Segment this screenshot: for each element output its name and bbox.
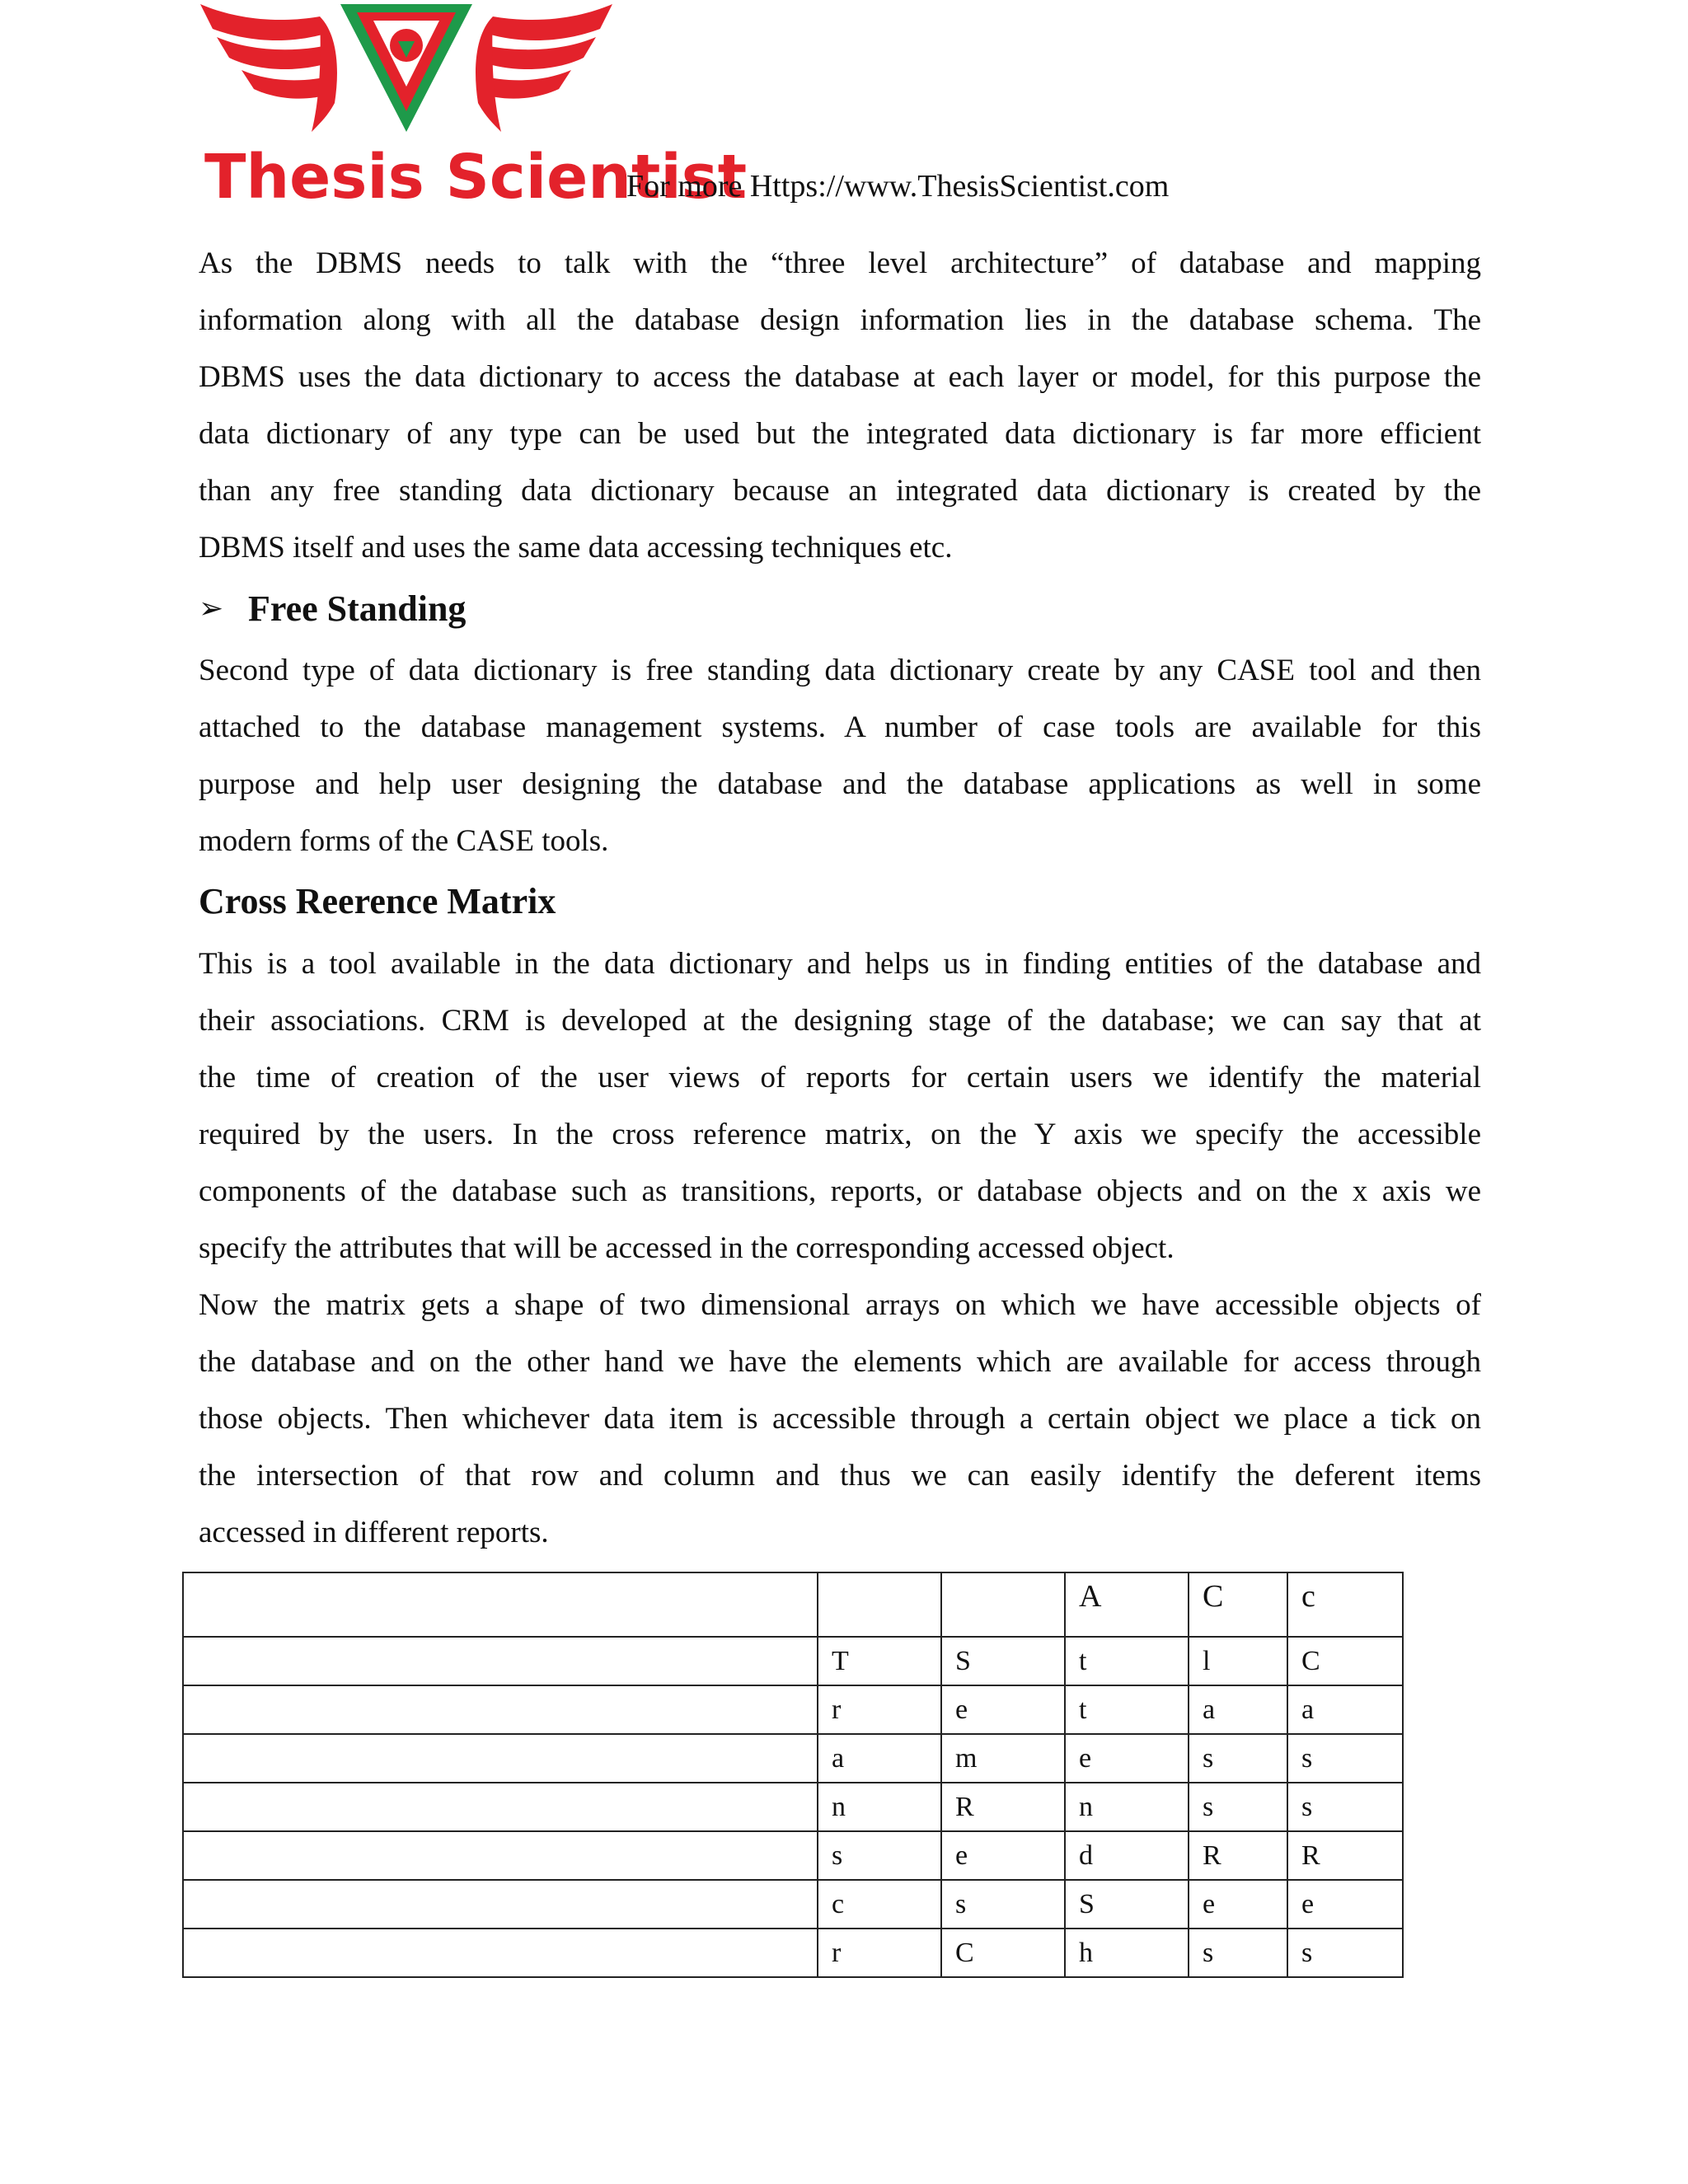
paragraph-line: Now the matrix gets a shape of two dimensional arrays on which we have accessible objects of [199,1288,1481,1322]
crm-heading: Cross Reerence Matrix [199,881,556,921]
table-row [183,1783,1403,1831]
crm-paragraph-2 [199,1277,1481,1561]
table-cell: d [1065,1831,1189,1880]
paragraph-line: required by the users. In the cross reference matrix, on the Y axis we specify the accessible [199,1118,1481,1151]
table-cell: C [1287,1637,1403,1685]
table-cell: T [818,1637,941,1685]
table-cell [941,1572,1065,1637]
table-cell: e [1287,1880,1403,1929]
table-cell: e [941,1831,1065,1880]
table-row [183,1831,1403,1880]
paragraph-line: data dictionary of any type can be used but the integrated data dictionary is far more efficient [199,417,1481,451]
table-cell: l [1189,1637,1287,1685]
table-cell: r [818,1685,941,1734]
table-cell: e [1189,1880,1287,1929]
table-cell: s [941,1880,1065,1929]
paragraph-line: purpose and help user designing the database and the database applications as well in some [199,767,1481,801]
paragraph-line: the database and on the other hand we have the elements which are available for access through [199,1345,1481,1379]
table-row [183,1637,1403,1685]
brand-name-text: Thesis Scientist [204,142,748,213]
table-cell [183,1880,818,1929]
paragraph-line: than any free standing data dictionary because an integrated data dictionary is created by the [199,474,1481,508]
crm-paragraph-1 [199,935,1481,1277]
heading-text: Free Standing [248,588,467,629]
table-row [183,1734,1403,1783]
table-cell: t [1065,1685,1189,1734]
paragraph-line: those objects. Then whichever data item is accessible through a certain object we place a tick on [199,1402,1481,1436]
table-cell [183,1572,818,1637]
table-cell: R [1189,1831,1287,1880]
table-cell: s [1189,1734,1287,1783]
table-row [183,1929,1403,1977]
table-cell: a [1287,1685,1403,1734]
table-cell: e [1065,1734,1189,1783]
table-cell: s [1287,1783,1403,1831]
table-cell: S [1065,1880,1189,1929]
table-cell: S [941,1637,1065,1685]
paragraph-line: components of the database such as transitions, reports, or database objects and on the x axis we [199,1174,1481,1208]
free-standing-paragraph [199,642,1481,869]
table-cell [183,1783,818,1831]
table-cell: h [1065,1929,1189,1977]
table-cell: r [818,1929,941,1977]
table-cell: s [818,1831,941,1880]
free-standing-heading [199,585,466,632]
table-cell: e [941,1685,1065,1734]
paragraph-line: As the DBMS needs to talk with the “three level architecture” of database and mapping [199,246,1481,280]
table-cell [183,1831,818,1880]
cross-reference-matrix-table [182,1572,1404,1978]
paragraph-line: Second type of data dictionary is free standing data dictionary create by any CASE tool and then [199,654,1481,687]
table-cell: s [1287,1929,1403,1977]
paragraph-line: the intersection of that row and column and thus we can easily identify the deferent items [199,1459,1481,1493]
paragraph-line: modern forms of the CASE tools. [199,824,609,858]
table-row [183,1685,1403,1734]
arrow-bullet-icon: ➢ [199,592,224,625]
paragraph-line: their associations. CRM is developed at the designing stage of the database; we can say that at [199,1004,1481,1038]
thesis-scientist-logo [196,0,748,216]
paragraph-line: attached to the database management systems. A number of case tools are available for this [199,710,1481,744]
table-cell: m [941,1734,1065,1783]
table-cell [183,1929,818,1977]
table-cell: c [1287,1572,1403,1637]
table-row [183,1880,1403,1929]
table-cell [183,1734,818,1783]
table-cell: C [1189,1572,1287,1637]
table-cell: A [1065,1572,1189,1637]
table-cell [183,1637,818,1685]
intro-paragraph [199,235,1481,576]
table-cell: R [1287,1831,1403,1880]
table-cell [818,1572,941,1637]
paragraph-line: This is a tool available in the data dictionary and helps us in finding entities of the database and [199,947,1481,981]
paragraph-line: DBMS uses the data dictionary to access the database at each layer or model, for this purpose the [199,360,1481,394]
paragraph-line: the time of creation of the user views of reports for certain users we identify the material [199,1061,1481,1094]
paragraph-line: DBMS itself and uses the same data accessing techniques etc. [199,531,953,565]
table-cell: s [1189,1783,1287,1831]
table-cell: t [1065,1637,1189,1685]
table-cell: a [1189,1685,1287,1734]
table-cell: n [818,1783,941,1831]
table-cell [183,1685,818,1734]
table-cell: n [1065,1783,1189,1831]
table-cell: c [818,1880,941,1929]
paragraph-line: accessed in different reports. [199,1516,549,1549]
table-cell: s [1189,1929,1287,1977]
table-cell: s [1287,1734,1403,1783]
table-cell: C [941,1929,1065,1977]
header-url: For more Https://www.ThesisScientist.com [626,169,1170,204]
table-cell: a [818,1734,941,1783]
table-cell: R [941,1783,1065,1831]
paragraph-line: specify the attributes that will be accessed in the corresponding accessed object. [199,1231,1175,1265]
paragraph-line: information along with all the database design information lies in the database schema. The [199,303,1481,337]
table-row [183,1572,1403,1637]
